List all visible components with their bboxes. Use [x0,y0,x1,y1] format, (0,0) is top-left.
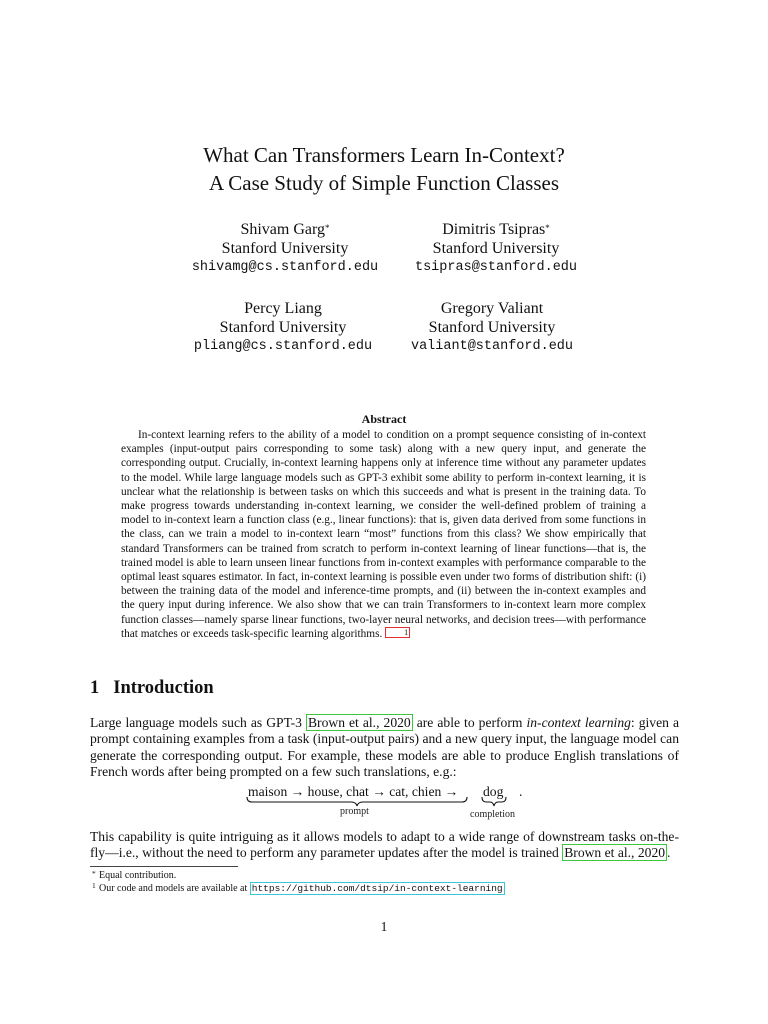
paragraph-text: This capability is quite intriguing as it allows models to adapt to a wide range of downstream tasks on-the-fly—i.e., without the need to perform any parameter updates after the model is trained [90,829,679,861]
title-line-1: What Can Transformers Learn In-Context? [203,143,565,167]
page-number: 1 [380,919,388,934]
author-name: Gregory Valiant [440,300,544,317]
footnote-mark: 1 [92,881,96,890]
author-affiliation: Stanford University [428,319,556,336]
footnote-link[interactable]: 1 [385,627,410,638]
author-affiliation: Stanford University [219,319,347,336]
abstract-heading: Abstract [361,412,407,426]
abstract-text: In-context learning refers to the ability of a model to condition on a prompt sequence consisting of in-context examples (input-output pairs corresponding to some task) along with a new query input, and generate the corresponding output. Crucially, in-context learning happens only at inference time without any parameter updates to the model. While large language models such as GPT-3 exhibit some ability to perform in-context learning, it is unclear what the relationship is between tasks on which this succeeds and what is present in the training data. To make progress towards understanding in-context learning, we consider the well-defined problem of training a model to in-context learn a function class (e.g., linear functions): that is, given data derived from some functions in the class, can we train a model to in-context learn “most” functions from this class? We show empirically that standard Transformers can be trained from scratch to perform in-context learning of linear functions—that is, the trained model is able to learn unseen linear functions from in-context examples with performance comparable to the optimal least squares estimator. In fact, in-context learning is possible even under two forms of distribution shift: (i) between the training data of the model and inference-time prompts, and (ii) between the in-context examples and the query input during inference. We also show that we can train Transformers to in-context learn more complex function classes—namely sparse linear functions, two-layer neural networks, and decision trees—with performance that matches or exceeds task-specific learning algorithms. [121,429,646,640]
completion-underbrace [482,797,506,806]
author-affiliation: Stanford University [432,240,560,257]
paper-title [0,141,768,197]
citation-year: 2020 [383,715,411,730]
paragraph-text: are able to perform [412,715,527,730]
example-prompt: maison → house, chat → cat, chien → [248,784,459,799]
paragraph-text: : given a prompt containing examples from a task (input-output pairs) and a new query input, the language model can generate the corresponding output. For example, these models are able to produce English translations of French words after being prompted on a few such translations, e.g.: [90,715,680,779]
title-line-2: A Case Study of Simple Function Classes [208,171,559,195]
citation-year: 2020 [637,845,666,861]
author-email[interactable]: shivamg@cs.stanford.edu [191,260,379,275]
footnote-rule [90,866,238,867]
section-title: Introduction [113,678,214,698]
code-url-link[interactable]: https://github.com/dtsip/in-context-learning [251,883,503,894]
author-block [362,299,622,356]
example-completion: dog [483,784,504,799]
emphasized-term: in-context learning [526,715,631,730]
example-period: . [519,784,523,799]
paragraph-text: . [667,845,671,861]
completion-label: completion [470,809,515,820]
equal-contribution-mark: * [545,223,550,233]
author-affiliation: Stanford University [221,240,349,257]
author-block [366,220,626,277]
section-heading [90,678,214,699]
citation-link[interactable]: Brown et al., 2020 [307,715,411,730]
author-email[interactable]: tsipras@stanford.edu [414,260,578,275]
author-email[interactable]: valiant@stanford.edu [410,339,574,354]
abstract-body [121,428,646,641]
author-name: Shivam Garg [240,221,326,238]
translation-example [0,782,768,826]
intro-paragraph-2 [90,829,679,862]
section-number: 1 [90,678,100,698]
citation-author: Brown et al. [564,845,632,861]
prompt-underbrace [247,797,467,806]
author-name: Percy Liang [244,300,322,317]
author-name: Dimitris Tsipras [442,221,546,238]
footnote-equal-contribution [92,869,177,882]
intro-paragraph-1 [90,715,679,780]
footnote-text: Our code and models are available at [99,883,250,894]
prompt-label: prompt [340,806,369,817]
author-email[interactable]: pliang@cs.stanford.edu [193,339,373,354]
underbrace-graphics [0,782,768,826]
citation-link[interactable]: Brown et al., 2020 [564,845,666,861]
paragraph-text: Large language models such as GPT-3 [90,715,306,730]
footnote-mark: * [92,869,96,878]
equal-contribution-mark: * [325,223,330,233]
footnote-code [92,881,505,895]
citation-author: Brown et al. [307,715,377,730]
footnote-text: Equal contribution. [99,870,177,881]
